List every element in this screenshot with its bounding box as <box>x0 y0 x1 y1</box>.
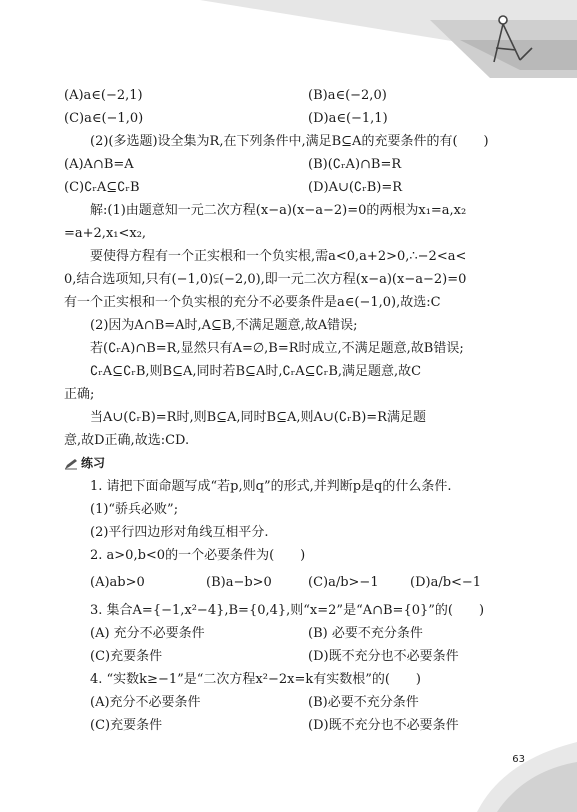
option-c: (C)充要条件 <box>90 649 163 664</box>
leaf-decoration <box>457 732 577 812</box>
solution-text: 意,故D正确,故选:CD. <box>64 433 190 448</box>
option-d: (D)a∈(−1,1) <box>308 111 388 126</box>
option-row <box>64 714 524 737</box>
solution-text: (2)因为A∩B=A时,A⊆B,不满足题意,故A错误; <box>90 318 358 333</box>
option-row <box>64 645 524 668</box>
option-a: (A)a∈(−2,1) <box>64 88 143 103</box>
practice-question: 4. “实数k≥−1”是“二次方程x²−2x=k有实数根”的( ) <box>90 672 422 687</box>
solution-text: ∁ᵣA⊆∁ᵣB,则B⊆A,同时若B⊆A时,∁ᵣA⊆∁ᵣB,满足题意,故C <box>90 364 422 379</box>
solution-text: 要使得方程有一个正实根和一个负实根,需a<0,a+2>0,∴−2<a< <box>90 249 467 264</box>
practice-question: 1. 请把下面命题写成“若p,则q”的形式,并判断p是q的什么条件. <box>90 479 452 494</box>
option-a: (A)充分不必要条件 <box>90 695 201 710</box>
option-d: (D)a/b<−1 <box>410 575 482 590</box>
solution-text: 若(∁ᵣA)∩B=R,显然只有A=∅,B=R时成立,不满足题意,故B错误; <box>90 341 464 356</box>
option-row <box>64 153 524 176</box>
practice-heading <box>64 452 524 475</box>
question-text: (2)(多选题)设全集为R,在下列条件中,满足B⊆A的充要条件的有( ) <box>90 134 489 149</box>
option-d: (D)既不充分也不必要条件 <box>308 649 459 664</box>
page-number: 63 <box>512 754 525 765</box>
option-a: (A)ab>0 <box>90 575 145 590</box>
header-decoration <box>0 0 577 90</box>
option-d: (D)既不充分也不必要条件 <box>308 718 459 733</box>
option-row <box>64 691 524 714</box>
solution-text: 正确; <box>64 387 95 402</box>
option-c: (C)充要条件 <box>90 718 163 733</box>
practice-question: 2. a>0,b<0的一个必要条件为( ) <box>90 548 306 563</box>
option-c: (C)∁ᵣA⊆∁ᵣB <box>64 180 140 195</box>
pencil-icon <box>64 458 78 470</box>
option-c: (C)a∈(−1,0) <box>64 111 144 126</box>
option-row <box>64 84 524 107</box>
practice-question: 3. 集合A={−1,x²−4},B={0,4},则“x=2”是“A∩B={0}”的( ) <box>90 603 485 618</box>
option-a: (A) 充分不必要条件 <box>90 626 205 641</box>
solution-text: 当A∪(∁ᵣB)=R时,则B⊆A,同时B⊆A,则A∪(∁ᵣB)=R满足题 <box>90 410 426 425</box>
option-b: (B)(∁ᵣA)∩B=R <box>308 157 402 172</box>
option-b: (B)a∈(−2,0) <box>308 88 387 103</box>
option-b: (B)a−b>0 <box>206 575 272 590</box>
practice-label: 练习 <box>81 456 106 470</box>
practice-subquestion: (1)“骄兵必败”; <box>90 502 179 517</box>
option-a: (A)A∩B=A <box>64 157 134 172</box>
practice-subquestion: (2)平行四边形对角线互相平分. <box>90 525 269 540</box>
option-b: (B) 必要不充分条件 <box>308 626 423 641</box>
option-d: (D)A∪(∁ᵣB)=R <box>308 180 403 195</box>
option-row <box>64 622 524 645</box>
solution-text: 有一个正实根和一个负实根的充分不必要条件是a∈(−1,0),故选:C <box>64 295 441 310</box>
option-c: (C)a/b>−1 <box>308 575 379 590</box>
option-row <box>64 567 524 599</box>
option-row <box>64 176 524 199</box>
option-row <box>64 107 524 130</box>
page-content <box>64 84 524 737</box>
solution-text: 解:(1)由题意知一元二次方程(x−a)(x−a−2)=0的两根为x₁=a,x₂ <box>90 203 467 218</box>
solution-text: 0,结合选项知,只有(−1,0)⫋(−2,0),即一元二次方程(x−a)(x−a−2)=0 <box>64 272 467 287</box>
option-b: (B)必要不充分条件 <box>308 695 419 710</box>
solution-text: =a+2,x₁<x₂, <box>64 226 147 241</box>
